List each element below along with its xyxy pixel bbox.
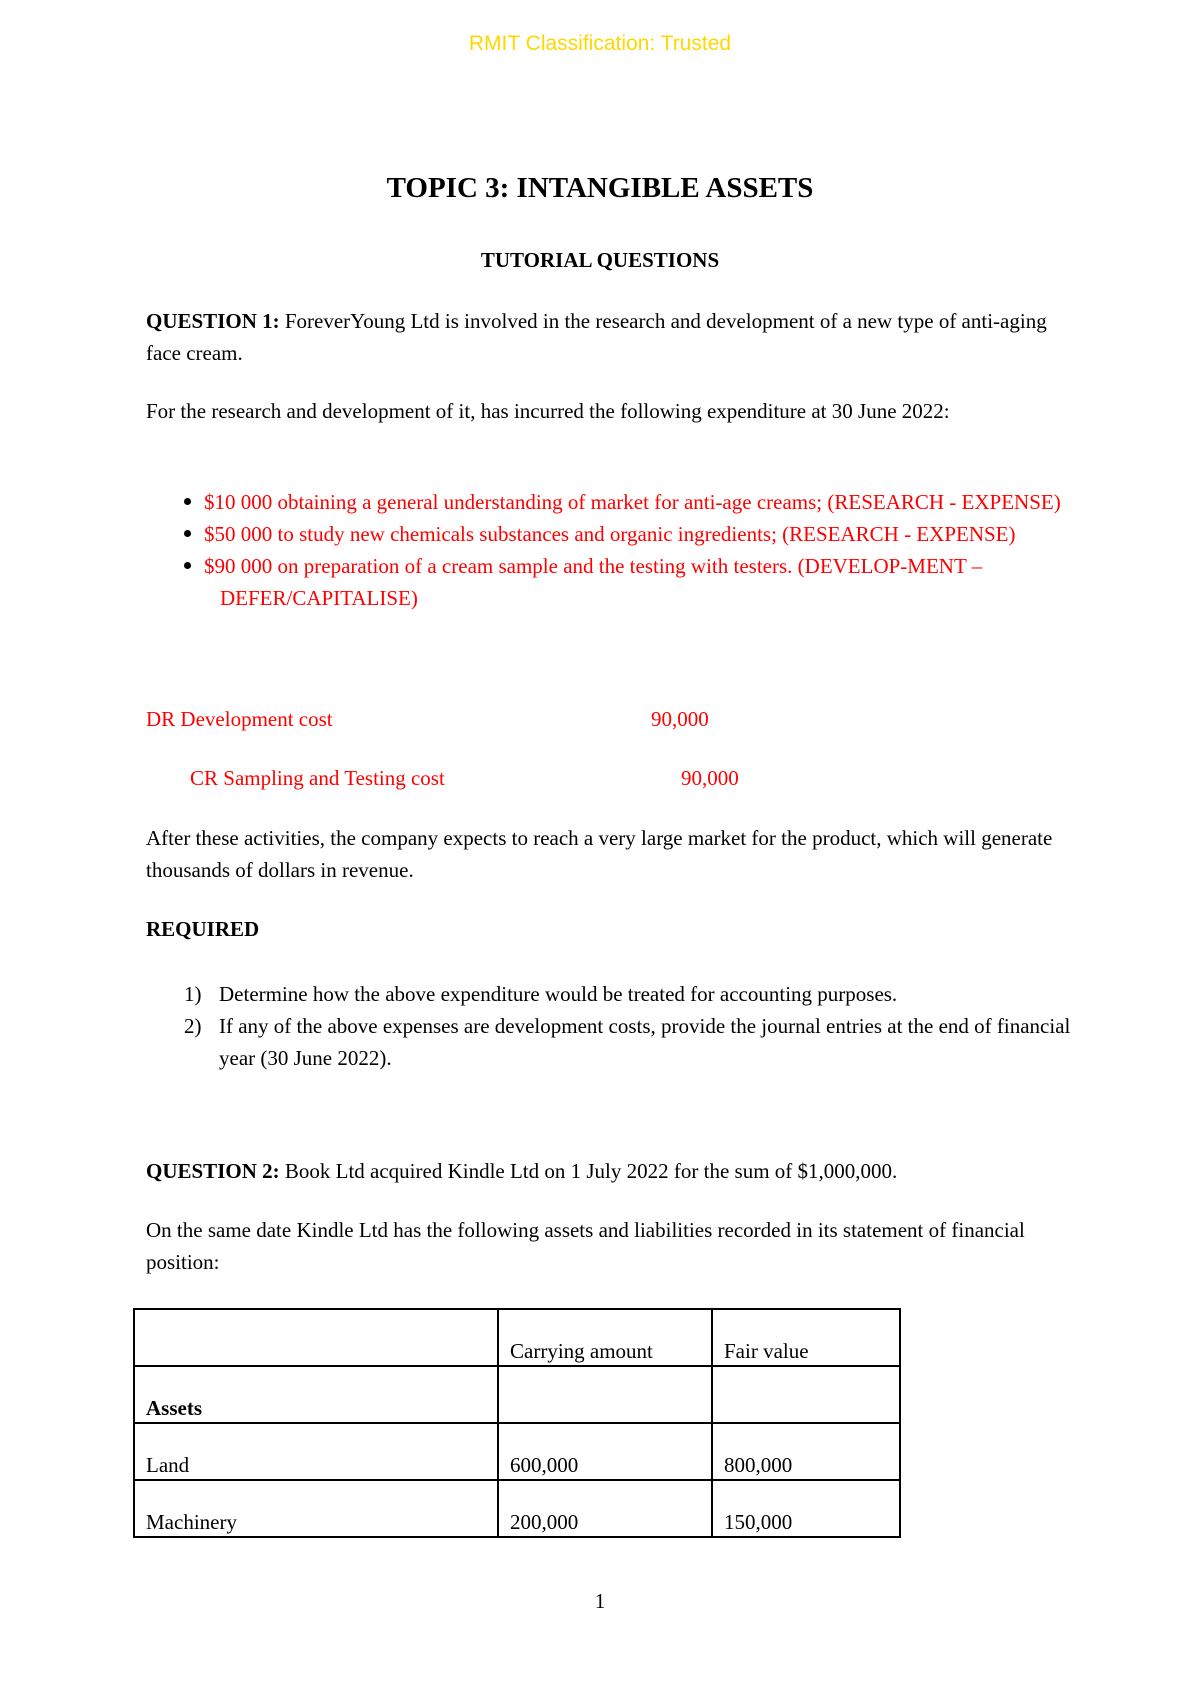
- bullet-icon: [184, 498, 191, 505]
- table-row: [134, 1423, 900, 1480]
- required-list: [146, 978, 1076, 1074]
- q1-outcome-paragraph: After these activities, the company expects to reach a very large market for the product, which will generate thousands of dollars in revenue.: [146, 826, 1053, 882]
- table-cell: 150,000: [712, 1480, 900, 1537]
- journal-cr-amount: 90,000: [681, 766, 739, 790]
- list-item: [146, 978, 1076, 1010]
- table-cell: Land: [134, 1423, 498, 1480]
- classification-label: RMIT Classification: Trusted: [468, 32, 732, 55]
- list-number: 2): [184, 1014, 202, 1038]
- table-cell: Machinery: [134, 1480, 498, 1537]
- table-cell: [498, 1366, 712, 1423]
- table-row: [134, 1480, 900, 1537]
- list-number: 1): [184, 982, 202, 1006]
- page-subtitle: TUTORIAL QUESTIONS: [480, 248, 720, 272]
- required-heading: REQUIRED: [146, 917, 260, 941]
- table-header-cell: Fair value: [712, 1309, 900, 1366]
- q2-statement-paragraph: On the same date Kindle Ltd has the following assets and liabilities recorded in its statement of financial position:: [146, 1218, 1025, 1274]
- list-item: [146, 1010, 1076, 1074]
- q1-intro-paragraph: [146, 305, 1076, 369]
- journal-dr-amount: 90,000: [651, 707, 709, 731]
- table-cell: Assets: [134, 1366, 498, 1423]
- table-cell: 200,000: [498, 1480, 712, 1537]
- list-text: Determine how the above expenditure would be treated for accounting purposes.: [219, 982, 898, 1006]
- journal-dr-label: DR Development cost: [146, 707, 333, 731]
- journal-cr-label: CR Sampling and Testing cost: [190, 766, 445, 790]
- bullet-text: $50 000 to study new chemicals substances and organic ingredients; (RESEARCH - EXPENSE): [204, 522, 1016, 546]
- table-cell: 800,000: [712, 1423, 900, 1480]
- list-item: [146, 518, 1076, 550]
- q1-expenditure-list: [146, 486, 1076, 614]
- q1-expenditure-paragraph: For the research and development of it, has incurred the following expenditure at 30 June 2022:: [146, 399, 950, 423]
- q2-intro-paragraph: [146, 1155, 1076, 1187]
- q1-intro-text: ForeverYoung Ltd is involved in the research and development of a new type of anti-aging face cream.: [146, 309, 1047, 365]
- q2-label: QUESTION 2:: [146, 1159, 280, 1183]
- bullet-icon: [184, 530, 191, 537]
- q2-intro-text: Book Ltd acquired Kindle Ltd on 1 July 2022 for the sum of $1,000,000.: [279, 1159, 898, 1183]
- list-item: [146, 486, 1076, 518]
- table-cell: [712, 1366, 900, 1423]
- financial-position-table: [133, 1308, 901, 1538]
- bullet-icon: [184, 562, 191, 569]
- list-text: If any of the above expenses are development costs, provide the journal entries at the end of financial year (30 June 2022).: [219, 1014, 1071, 1070]
- table-header-cell: [134, 1309, 498, 1366]
- page-title: TOPIC 3: INTANGIBLE ASSETS: [386, 172, 814, 204]
- bullet-text: $90 000 on preparation of a cream sample and the testing with testers. (DEVELOP-MENT – DEFER/CAPITALISE): [204, 554, 983, 610]
- page-number: 1: [594, 1589, 606, 1613]
- table-header-row: [134, 1309, 900, 1366]
- table-cell: 600,000: [498, 1423, 712, 1480]
- q1-label: QUESTION 1:: [146, 309, 280, 333]
- bullet-text: $10 000 obtaining a general understanding of market for anti-age creams; (RESEARCH - EXPENSE): [204, 490, 1061, 514]
- table-header-cell: Carrying amount: [498, 1309, 712, 1366]
- list-item: [146, 550, 1076, 614]
- table-row: [134, 1366, 900, 1423]
